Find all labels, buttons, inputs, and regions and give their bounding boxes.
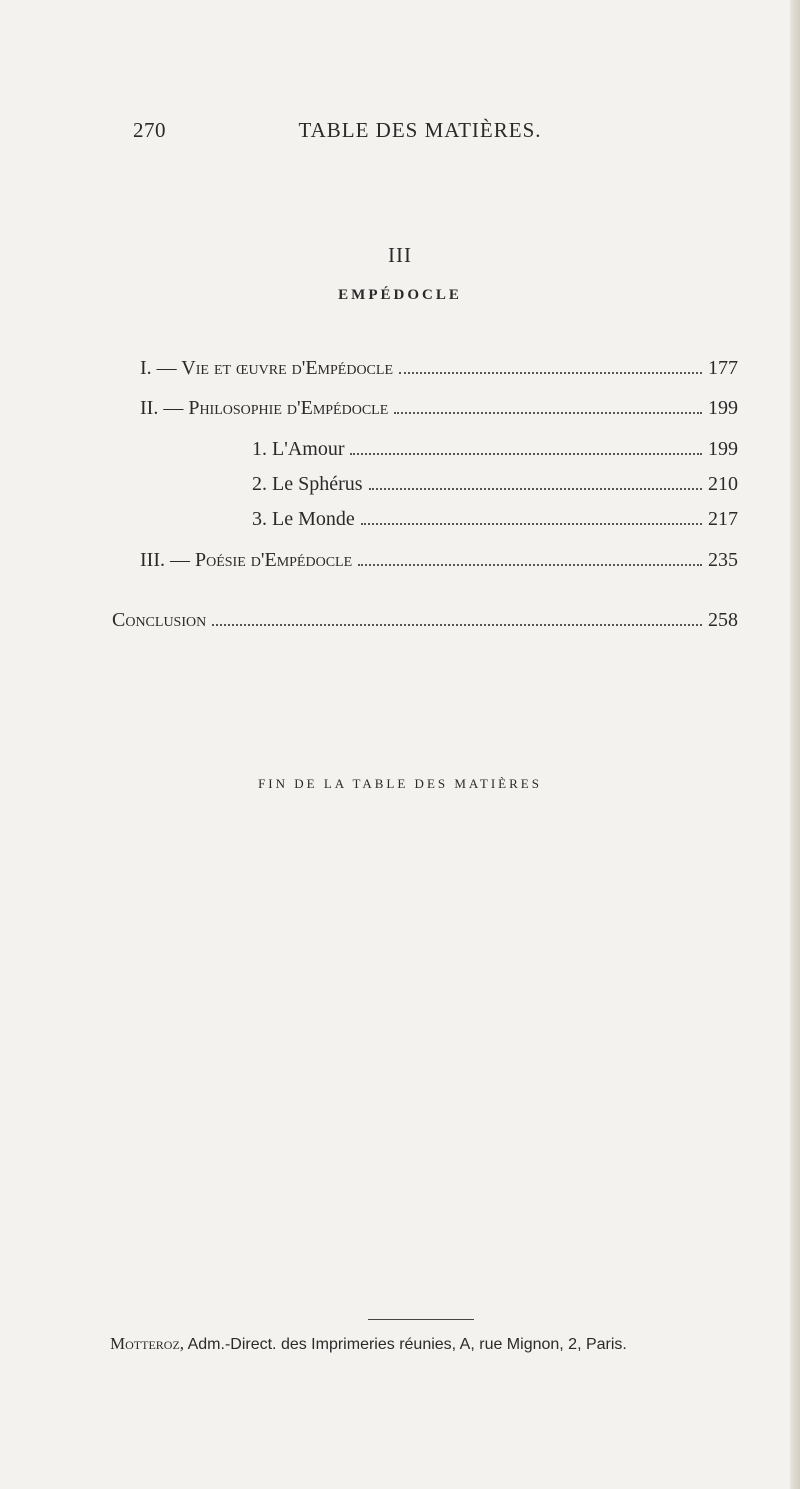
toc-entry-page: 235 [708, 549, 738, 571]
toc-entry-label: II. — Philosophie d'Empédocle [140, 397, 389, 419]
part-number: III [388, 243, 412, 267]
dot-leader [394, 412, 702, 414]
toc-entry-page: 177 [708, 357, 738, 379]
toc-entry-page: 258 [708, 609, 738, 631]
dot-leader [350, 453, 702, 455]
printer-name: Motteroz, [110, 1334, 185, 1353]
toc-entry-label: 3. Le Monde [252, 508, 355, 530]
toc-entry-page: 199 [708, 397, 738, 419]
toc-entry-monde[interactable] [252, 508, 738, 536]
toc-entry-label: I. — Vie et œuvre d'Empédocle [140, 357, 393, 379]
dot-leader [358, 564, 702, 566]
toc-entry-page: 199 [708, 438, 738, 460]
toc-entry-label: Conclusion [112, 609, 207, 631]
toc-entry-conclusion[interactable] [112, 609, 738, 637]
toc-entry-label: 2. Le Sphérus [252, 473, 363, 495]
toc-entry-label: III. — Poésie d'Empédocle [140, 549, 353, 571]
dot-leader [361, 523, 702, 525]
toc-entry-amour[interactable] [252, 438, 738, 466]
end-note: FIN DE LA TABLE DES MATIÈRES [258, 776, 542, 791]
toc-entry-vie-et-oeuvre[interactable] [140, 357, 738, 385]
toc-entry-page: 217 [708, 508, 738, 530]
toc-entry-label: 1. L'Amour [252, 438, 345, 460]
dot-leader [399, 372, 702, 374]
dot-leader [369, 488, 702, 490]
page-number: 270 [133, 118, 166, 142]
toc-entry-poesie[interactable] [140, 549, 738, 577]
page-header [0, 118, 800, 148]
part-title: EMPÉDOCLE [338, 287, 462, 303]
toc-entry-philosophie[interactable] [140, 397, 738, 425]
toc-entry-page: 210 [708, 473, 738, 495]
running-title: TABLE DES MATIÈRES. [298, 118, 542, 142]
horizontal-rule [368, 1319, 474, 1320]
dot-leader [212, 624, 702, 626]
page-edge [790, 0, 800, 1489]
toc-entry-spherus[interactable] [252, 473, 738, 501]
printer-address: Adm.-Direct. des Imprimeries réunies, A, rue Mignon, 2, Paris. [184, 1336, 627, 1353]
printer-colophon [110, 1334, 720, 1354]
